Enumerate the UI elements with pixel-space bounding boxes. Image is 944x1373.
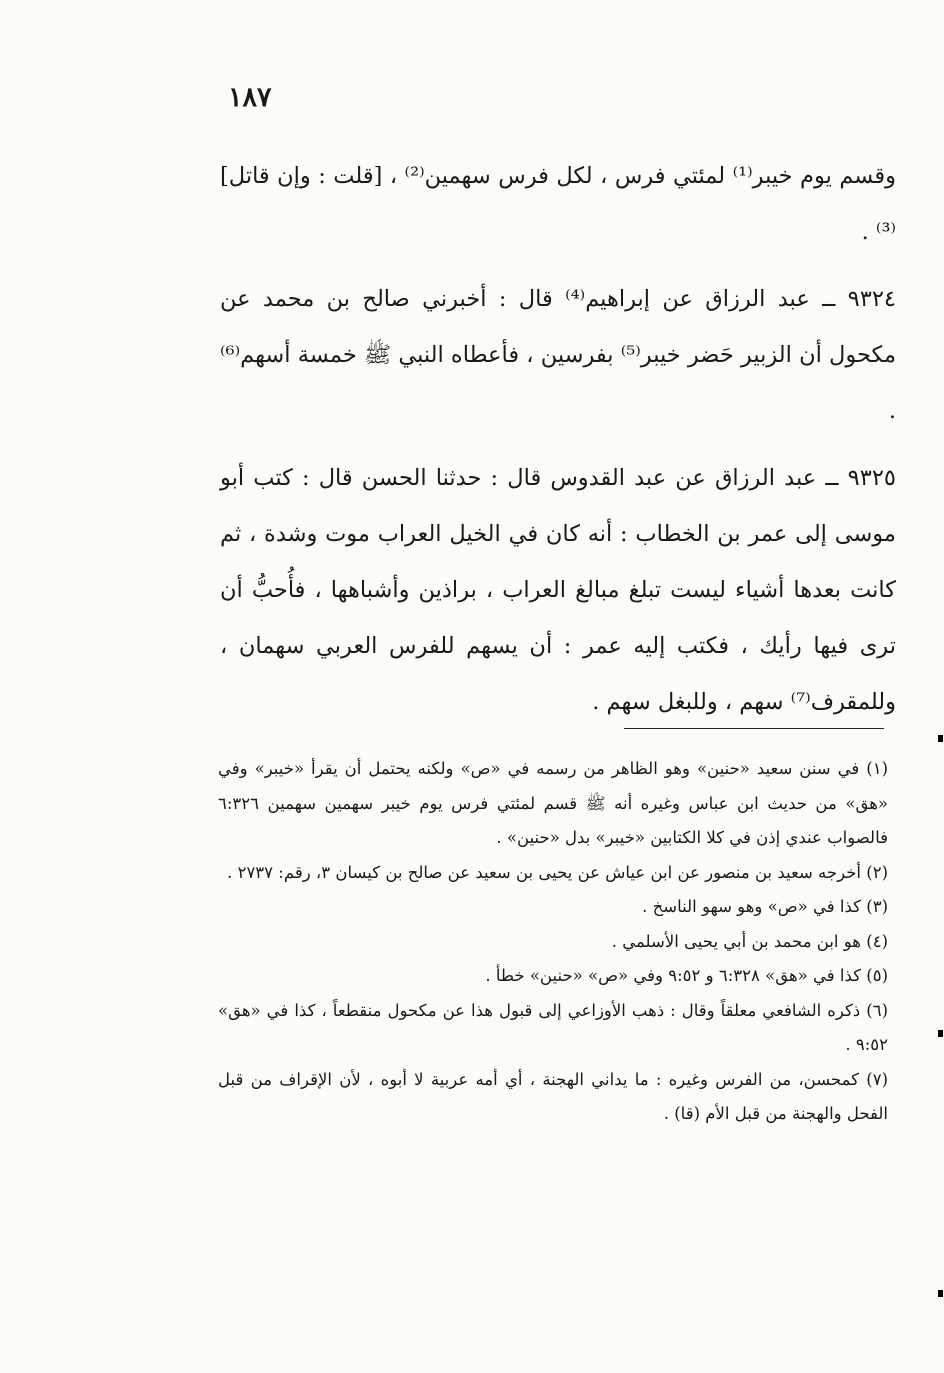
margin-mark [938, 735, 943, 742]
footnotes [218, 752, 888, 1132]
footnote-1: (١) في سنن سعيد «حنين» وهو الظاهر من رسمه في «ص» ولكنه يحتمل أن يقرأ «خيبر» وفي «هق» من حديث ابن عباس وغيره أنه ﷺ قسم لمئتي فرس يوم خيبر سهمين سهمين ٦:٣٢٦ فالصواب عندي إذن في كلا الكتابين «خيبر» بدل «حنين» . [218, 759, 888, 847]
page-number: ١٨٧ [228, 82, 272, 113]
main-text [220, 148, 896, 730]
footnote-7: (٧) كمحسن، من الفرس وغيره : ما يداني الهجنة ، أي أمه عربية لا أبوه ، لأن الإقراف من قبل الفحل والهجنة من قبل الأم (قا) . [218, 1069, 888, 1123]
paragraph-9324: ٩٣٢٤ ــ عبد الرزاق عن إبراهيم⁽⁴⁾ قال : أخبرني صالح بن محمد عن مكحول أن الزبير حَضر خيبر⁽⁵⁾ بفرسين ، فأعطاه النبي ﷺ خمسة أسهم⁽⁶⁾ . [220, 286, 897, 424]
paragraph-intro: وقسم يوم خيبر⁽¹⁾ لمئتي فرس ، لكل فرس سهمين⁽²⁾ ، [قلت : وإن قاتل]⁽³⁾ . [220, 163, 896, 245]
footnote-2: (٢) أخرجه سعيد بن منصور عن ابن عياش عن يحيى بن سعيد عن صالح بن كيسان ٣، رقم: ٢٧٣٧ . [227, 862, 888, 882]
paragraph-9325: ٩٣٢٥ ــ عبد الرزاق عن عبد القدوس قال : حدثنا الحسن قال : كتب أبو موسى إلى عمر بن الخطاب : أنه كان في الخيل العراب موت وشدة ، ثم كانت بعدها أشياء ليست تبلغ مبالغ العراب ، براذين وأشباهها ، فأُحبُّ أن ترى فيها رأيك ، فكتب إليه عمر : أن يسهم للفرس العربي سهمان ، وللمقرف⁽⁷⁾ سهم ، وللبغل سهم . [220, 465, 896, 715]
footnote-6: (٦) ذكره الشافعي معلقاً وقال : ذهب الأوزاعي إلى قبول هذا عن مكحول منقطعاً ، كذا في «هق» ٩:٥٢ . [218, 1000, 888, 1054]
margin-mark [938, 1030, 943, 1037]
footnote-4: (٤) هو ابن محمد بن أبي يحيى الأسلمي . [611, 931, 888, 951]
footnote-5: (٥) كذا في «هق» ٦:٣٢٨ و ٩:٥٢ وفي «ص» «حنين» خطأ . [485, 966, 888, 985]
margin-mark [938, 1290, 943, 1297]
footnote-3: (٣) كذا في «ص» وهو سهو الناسخ . [642, 897, 888, 916]
footnote-divider [624, 728, 884, 729]
